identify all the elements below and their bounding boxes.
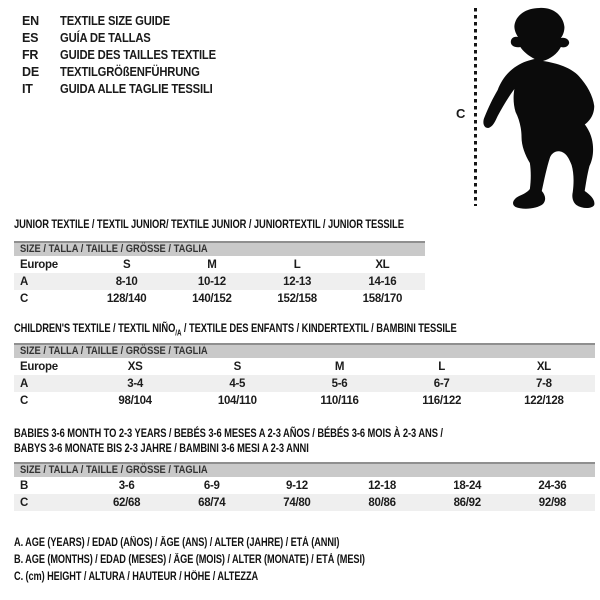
height-dotted-line <box>474 8 477 206</box>
legend-line-a: A. AGE (YEARS) / EDAD (AÑOS) / ÂGE (ANS) / ALTER (JAHRE) / ETÀ (ANNI) <box>14 537 340 549</box>
row-label: A <box>20 275 29 288</box>
children-size-table <box>14 343 595 409</box>
language-list <box>22 13 233 98</box>
cell: 98/104 <box>118 394 152 407</box>
cell: 140/152 <box>192 292 232 305</box>
row-label: A <box>20 377 29 390</box>
cell: 152/158 <box>277 292 317 305</box>
cell: L <box>293 258 301 271</box>
toddler-silhouette-image <box>481 2 599 214</box>
row-label: C <box>20 394 29 407</box>
lang-label: TEXTILGRÖßENFÜHRUNG <box>60 65 200 79</box>
table-row <box>14 256 425 273</box>
cell: 104/110 <box>217 394 257 407</box>
measurement-legend <box>14 535 453 586</box>
cell: S <box>122 258 131 271</box>
table-row <box>14 358 595 375</box>
cell: XL <box>536 360 551 373</box>
lang-label: GUIDE DES TAILLES TEXTILE <box>60 48 216 62</box>
table-row <box>14 290 425 307</box>
row-label: Europe <box>20 258 58 271</box>
row-label: C <box>20 496 29 509</box>
height-measure-label: C <box>456 106 466 121</box>
babies-section-title <box>14 426 443 456</box>
lang-row-fr <box>22 47 233 64</box>
cell: 74/80 <box>283 496 311 509</box>
cell: 122/128 <box>524 394 564 407</box>
size-header-text: SIZE / TALLA / TAILLE / GRÖSSE / TAGLIA <box>20 243 208 255</box>
cell: 4-5 <box>229 377 246 390</box>
legend-line-c: C. (cm) HEIGHT / ALTURA / HAUTEUR / HÖHE / ALTEZZA <box>14 571 259 583</box>
title-line-1: BABIES 3-6 MONTH TO 2-3 YEARS / BEBÉS 3-6 MESES A 2-3 AÑOS / BÉBÉS 3-6 MOIS À 2-3 ANS / <box>14 426 443 440</box>
cell: M <box>334 360 345 373</box>
size-header-bar <box>14 462 595 477</box>
junior-size-table <box>14 241 425 307</box>
lang-row-it <box>22 81 233 98</box>
junior-section-title: JUNIOR TEXTILE / TEXTIL JUNIOR/ TEXTILE JUNIOR / JUNIORTEXTIL / JUNIOR TESSILE <box>14 217 404 231</box>
size-header-bar <box>14 343 595 358</box>
table-row <box>14 477 595 494</box>
row-label: Europe <box>20 360 58 373</box>
cell: 116/122 <box>422 394 462 407</box>
cell: 12-13 <box>283 275 312 288</box>
babies-size-table <box>14 462 595 511</box>
cell: 10-12 <box>197 275 226 288</box>
lang-code: FR <box>22 48 39 62</box>
lang-code: IT <box>22 82 33 96</box>
children-section-title <box>14 321 457 340</box>
cell: 158/170 <box>362 292 403 305</box>
lang-label: TEXTILE SIZE GUIDE <box>60 14 170 28</box>
table-row <box>14 273 425 290</box>
lang-code: EN <box>22 14 39 28</box>
cell: 14-16 <box>368 275 397 288</box>
cell: 12-18 <box>368 479 396 492</box>
table-row <box>14 375 595 392</box>
cell: 8-10 <box>115 275 138 288</box>
cell: 80/86 <box>368 496 396 509</box>
legend-line-b: B. AGE (MONTHS) / EDAD (MESES) / ÂGE (MOIS) / ALTER (MONATE) / ETÀ (MESI) <box>14 554 365 566</box>
lang-label: GUÍA DE TALLAS <box>60 31 151 45</box>
cell: XL <box>375 258 390 271</box>
cell: 86/92 <box>453 496 481 509</box>
cell: 62/68 <box>112 496 141 509</box>
cell: 24-36 <box>538 479 567 492</box>
cell: 110/116 <box>320 394 359 407</box>
cell: 6-7 <box>433 377 450 390</box>
cell: 9-12 <box>285 479 308 492</box>
cell: 18-24 <box>453 479 482 492</box>
table-row <box>14 392 595 409</box>
cell: 3-4 <box>127 377 143 390</box>
lang-code: ES <box>22 31 39 45</box>
lang-row-de <box>22 64 233 81</box>
lang-label: GUIDA ALLE TAGLIE TESSILI <box>60 82 213 96</box>
cell: 7-8 <box>536 377 552 390</box>
cell: M <box>207 258 217 271</box>
cell: L <box>438 360 446 373</box>
size-header-text: SIZE / TALLA / TAILLE / GRÖSSE / TAGLIA <box>20 345 208 357</box>
cell: 6-9 <box>203 479 220 492</box>
lang-row-es <box>22 30 233 47</box>
cell: 68/74 <box>198 496 226 509</box>
cell: 5-6 <box>331 377 348 390</box>
lang-code: DE <box>22 65 39 79</box>
cell: S <box>233 360 241 373</box>
lang-row-en <box>22 13 233 30</box>
row-label: B <box>20 479 29 492</box>
title-subscript: /A <box>175 328 182 338</box>
cell: 128/140 <box>106 292 147 305</box>
size-header-text: SIZE / TALLA / TAILLE / GRÖSSE / TAGLIA <box>20 464 208 476</box>
size-header-bar <box>14 241 425 256</box>
cell: 3-6 <box>118 479 135 492</box>
cell: XS <box>127 360 143 373</box>
table-row <box>14 494 595 511</box>
cell: 92/98 <box>538 496 567 509</box>
title-text: CHILDREN'S TEXTILE / TEXTIL NIÑO <box>14 321 176 335</box>
row-label: C <box>20 292 29 305</box>
title-text: / TEXTILE DES ENFANTS / KINDERTEXTIL / BAMBINI TESSILE <box>181 321 457 335</box>
title-line-2: BABYS 3-6 MONATE BIS 2-3 JAHRE / BAMBINI 3-6 MESI A 2-3 ANNI <box>14 441 309 455</box>
